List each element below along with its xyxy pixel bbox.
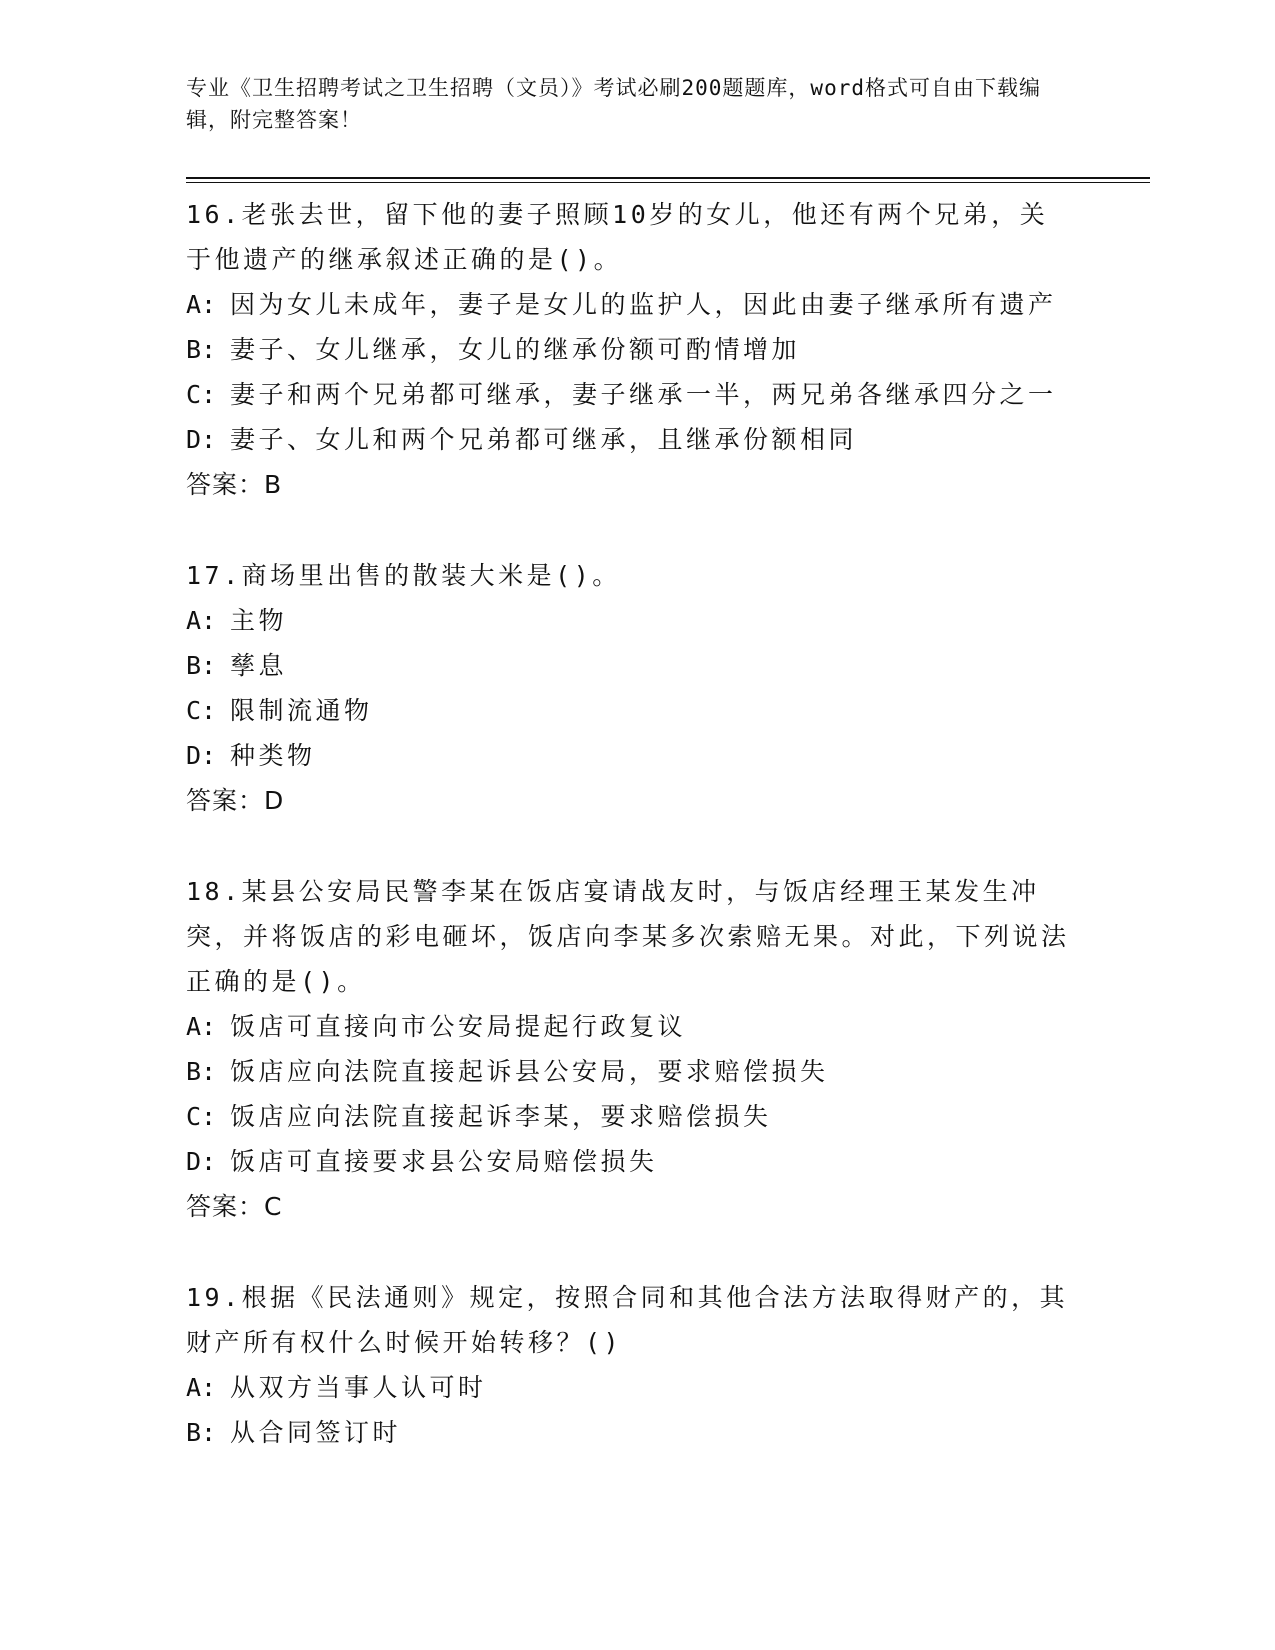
option-b — [186, 1410, 1076, 1455]
question-17 — [186, 553, 1076, 823]
header-divider-thick — [186, 177, 1150, 179]
option-letter: A: — [186, 606, 217, 635]
question-stem: 19.根据《民法通则》规定，按照合同和其他合法方法取得财产的，其财产所有权什么时候开始转移？() — [186, 1283, 1069, 1357]
option-text: 饭店可直接要求县公安局赔偿损失 — [230, 1147, 658, 1176]
option-letter: D: — [186, 1147, 217, 1176]
document-header: 专业《卫生招聘考试之卫生招聘（文员）》考试必刷200题题库，word格式可自由下载编辑，附完整答案！ — [186, 76, 1041, 132]
question-19 — [186, 1275, 1076, 1455]
option-text: 从合同签订时 — [230, 1418, 402, 1447]
option-letter: A: — [186, 1373, 217, 1402]
option-text: 妻子和两个兄弟都可继承，妻子继承一半，两兄弟各继承四分之一 — [230, 380, 1057, 409]
question-stem: 16.老张去世，留下他的妻子照顾10岁的女儿，他还有两个兄弟，关于他遗产的继承叙述正确的是()。 — [186, 200, 1049, 274]
answer-line: 答案：B — [186, 470, 283, 499]
option-letter: A: — [186, 290, 217, 319]
question-list — [186, 192, 1076, 1501]
option-text: 妻子、女儿继承，女儿的继承份额可酌情增加 — [230, 335, 801, 364]
option-text: 孳息 — [230, 651, 288, 680]
option-a — [186, 598, 1076, 643]
question-stem: 17.商场里出售的散装大米是()。 — [186, 561, 621, 590]
option-letter: A: — [186, 1012, 217, 1041]
option-letter: B: — [186, 1418, 217, 1447]
option-letter: C: — [186, 1102, 217, 1131]
question-stem: 18.某县公安局民警李某在饭店宴请战友时，与饭店经理王某发生冲突，并将饭店的彩电砸坏，饭店向李某多次索赔无果。对此，下列说法正确的是()。 — [186, 877, 1070, 996]
option-b — [186, 1049, 1076, 1094]
option-letter: C: — [186, 696, 217, 725]
option-a — [186, 282, 1076, 327]
question-16 — [186, 192, 1076, 507]
option-text: 饭店可直接向市公安局提起行政复议 — [230, 1012, 687, 1041]
option-letter: B: — [186, 1057, 217, 1086]
option-text: 因为女儿未成年，妻子是女儿的监护人，因此由妻子继承所有遗产 — [230, 290, 1057, 319]
option-text: 种类物 — [230, 741, 316, 770]
option-a — [186, 1004, 1076, 1049]
option-letter: C: — [186, 380, 217, 409]
header-divider-thin — [186, 182, 1150, 183]
option-b — [186, 643, 1076, 688]
option-text: 从双方当事人认可时 — [230, 1373, 487, 1402]
option-text: 妻子、女儿和两个兄弟都可继承，且继承份额相同 — [230, 425, 858, 454]
option-d — [186, 417, 1076, 462]
option-text: 饭店应向法院直接起诉李某，要求赔偿损失 — [230, 1102, 772, 1131]
option-letter: D: — [186, 425, 217, 454]
option-letter: B: — [186, 335, 217, 364]
option-text: 限制流通物 — [230, 696, 373, 725]
option-d — [186, 733, 1076, 778]
option-letter: D: — [186, 741, 217, 770]
answer-line: 答案：C — [186, 1192, 283, 1221]
question-18 — [186, 869, 1076, 1229]
option-text: 饭店应向法院直接起诉县公安局，要求赔偿损失 — [230, 1057, 829, 1086]
option-d — [186, 1139, 1076, 1184]
answer-line: 答案：D — [186, 786, 285, 815]
option-c — [186, 688, 1076, 733]
option-text: 主物 — [230, 606, 288, 635]
option-b — [186, 327, 1076, 372]
option-c — [186, 1094, 1076, 1139]
option-c — [186, 372, 1076, 417]
option-letter: B: — [186, 651, 217, 680]
option-a — [186, 1365, 1076, 1410]
